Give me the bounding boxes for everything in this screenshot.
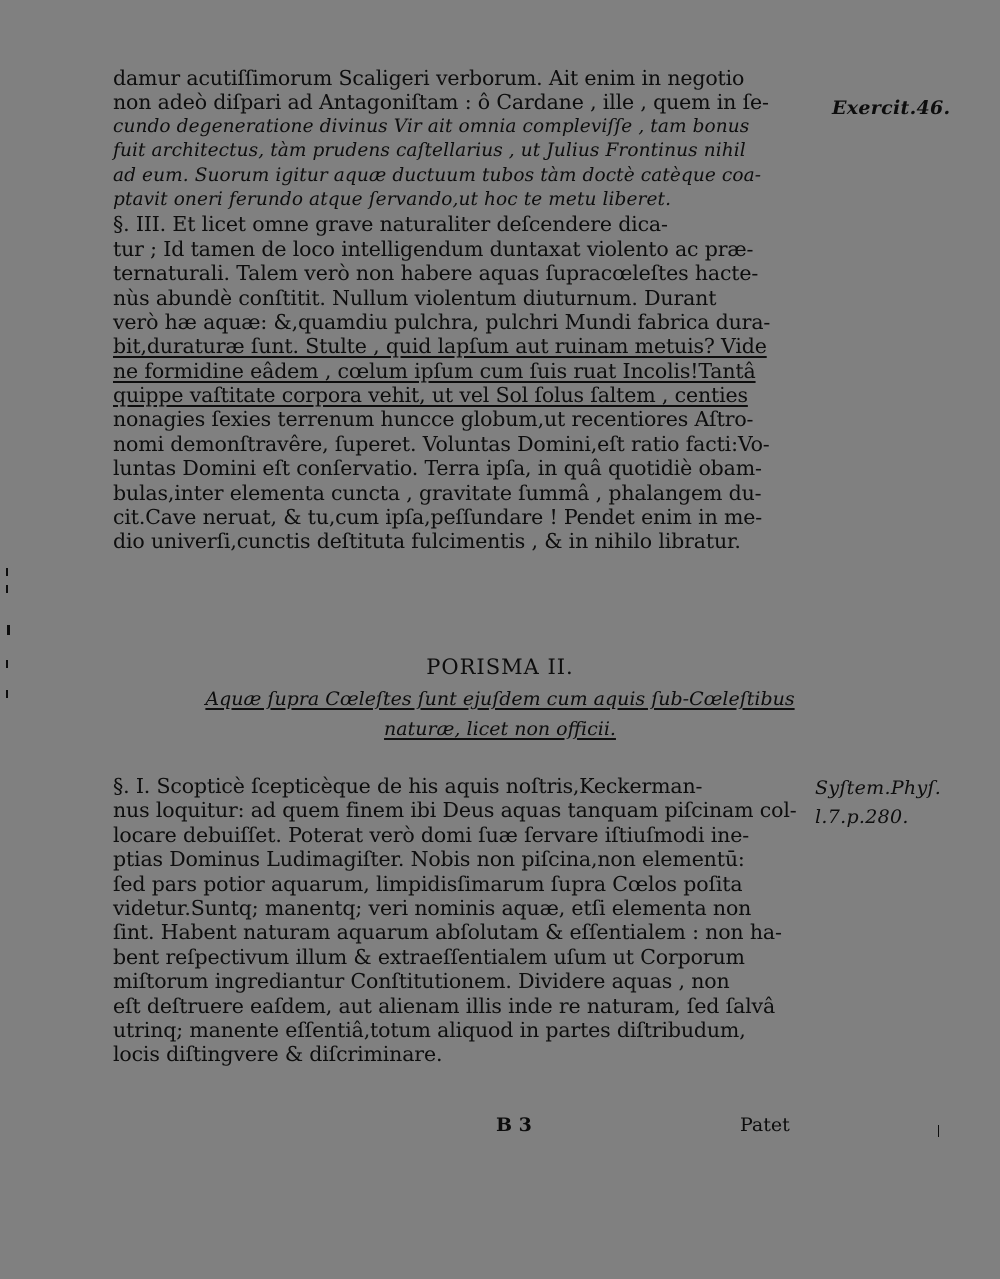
lower-text-line: miſtorum ingrediantur Conſtitutionem. Dividere aquas , non — [113, 969, 730, 994]
lower-text-line: ſed pars potior aquarum, limpidisſimarum ſupra Cœlos poſita — [113, 871, 743, 896]
upper-text-line: ad eum. Suorum igitur aquæ ductuum tubos tàm doctè catèque coa- — [113, 164, 762, 186]
upper-text-line: bit,duraturæ ſunt. Stulte , quid lapſum aut ruinam metuis? Vide — [113, 334, 767, 359]
porisma-subtitle-text-1: Aquæ ſupra Cœleſtes ſunt ejuſdem cum aquis ſub-Cœleſtibus — [205, 688, 795, 710]
upper-text-line: ne formidine eâdem , cœlum ipſum cum ſuis ruat Incolis!Tantâ — [113, 358, 756, 383]
upper-text-line: nomi demonſtravêre, ſuperet. Voluntas Domini,eſt ratio facti:Vo- — [113, 431, 770, 456]
lower-text-line: nus loquitur: ad quem finem ibi Deus aquas tanquam piſcinam col- — [113, 798, 797, 823]
margin-note-system-1: Syſtem.Phyſ. — [815, 777, 942, 799]
signature-mark: B 3 — [496, 1114, 532, 1136]
catchword: Patet — [740, 1114, 790, 1136]
porisma-subtitle-text-2: naturæ, licet non officii. — [384, 718, 616, 740]
upper-text-line: verò hæ aquæ: &,quamdiu pulchra, pulchri Mundi fabrica dura- — [113, 309, 771, 334]
margin-note-exercit: Exercit.46. — [832, 97, 951, 119]
upper-text-line: nonagies ſexies terrenum huncce globum,ut recentiores Aſtro- — [113, 407, 754, 432]
lower-text-line: locare debuiſſet. Poterat verò domi ſuæ ſervare iſtiuſmodi ine- — [113, 822, 749, 847]
upper-text-line: quippe vaſtitate corpora vehit, ut vel Sol ſolus ſaltem , centies — [113, 383, 748, 408]
lower-text-line: §. I. Scopticè ſcepticèque de his aquis noſtris,Keckerman- — [113, 774, 703, 798]
upper-text-line: dio univerſi,cunctis deſtituta fulcimentis , & in nihilo libratur. — [113, 529, 741, 554]
porisma-subtitle-line-1 — [0, 688, 1000, 710]
upper-text-line: §. III. Et licet omne grave naturaliter deſcendere dica- — [113, 212, 668, 237]
upper-text-line: ptavit oneri ferundo atque ſervando,ut hoc te metu liberet. — [113, 188, 672, 210]
upper-text-line: cundo degeneratione divinus Vir ait omnia compleviſſe , tam bonus — [113, 115, 750, 137]
margin-note-system-2: l.7.p.280. — [815, 806, 909, 828]
upper-text-line: cit.Cave neruat, & tu,cum ipſa,peſſundare ! Pendet enim in me- — [113, 505, 763, 530]
upper-text-line: nùs abundè conſtitit. Nullum violentum diuturnum. Durant — [113, 285, 717, 310]
porisma-subtitle-line-2 — [0, 718, 1000, 740]
text-block-lower — [113, 774, 813, 1067]
upper-text-line: non adeò diſpari ad Antagoniſtam : ô Cardane , ille , quem in ſe- — [113, 90, 769, 115]
lower-text-line: utrinq; manente eſſentiâ,totum aliquod in partes diſtribudum, — [113, 1017, 746, 1042]
upper-text-line: tur ; Id tamen de loco intelligendum duntaxat violento ac præ- — [113, 236, 754, 261]
lower-text-line: eſt deſtruere eaſdem, aut alienam illis inde re naturam, ſed ſalvâ — [113, 993, 776, 1018]
upper-text-line: ternaturali. Talem verò non habere aquas ſupracœleſtes hacte- — [113, 261, 759, 286]
upper-text-line: bulas,inter elementa cuncta , gravitate ſummâ , phalangem du- — [113, 480, 762, 505]
upper-text-line: damur acutiſſimorum Scaligeri verborum. Ait enim in negotio — [113, 66, 745, 90]
lower-text-line: videtur.Suntq; manentq; veri nominis aquæ, etſi elementa non — [113, 895, 752, 920]
lower-text-line: ptias Dominus Ludimagiſter. Nobis non piſcina,non elementū: — [113, 847, 745, 872]
lower-text-line: bent reſpectivum illum & extraeſſentialem uſum ut Corporum — [113, 944, 745, 969]
lower-text-line: locis diſtingvere & diſcriminare. — [113, 1042, 443, 1067]
lower-text-line: ſint. Habent naturam aquarum abſolutam & eſſentialem : non ha- — [113, 920, 782, 945]
upper-text-line: fuit architectus, tàm prudens caſtellarius , ut Julius Frontinus nihil — [113, 140, 746, 162]
porisma-heading: PORISMA II. — [426, 655, 574, 679]
upper-text-line: luntas Domini eſt conſervatio. Terra ipſa, in quâ quotidiè obam- — [113, 456, 762, 481]
text-block-upper — [113, 66, 813, 554]
